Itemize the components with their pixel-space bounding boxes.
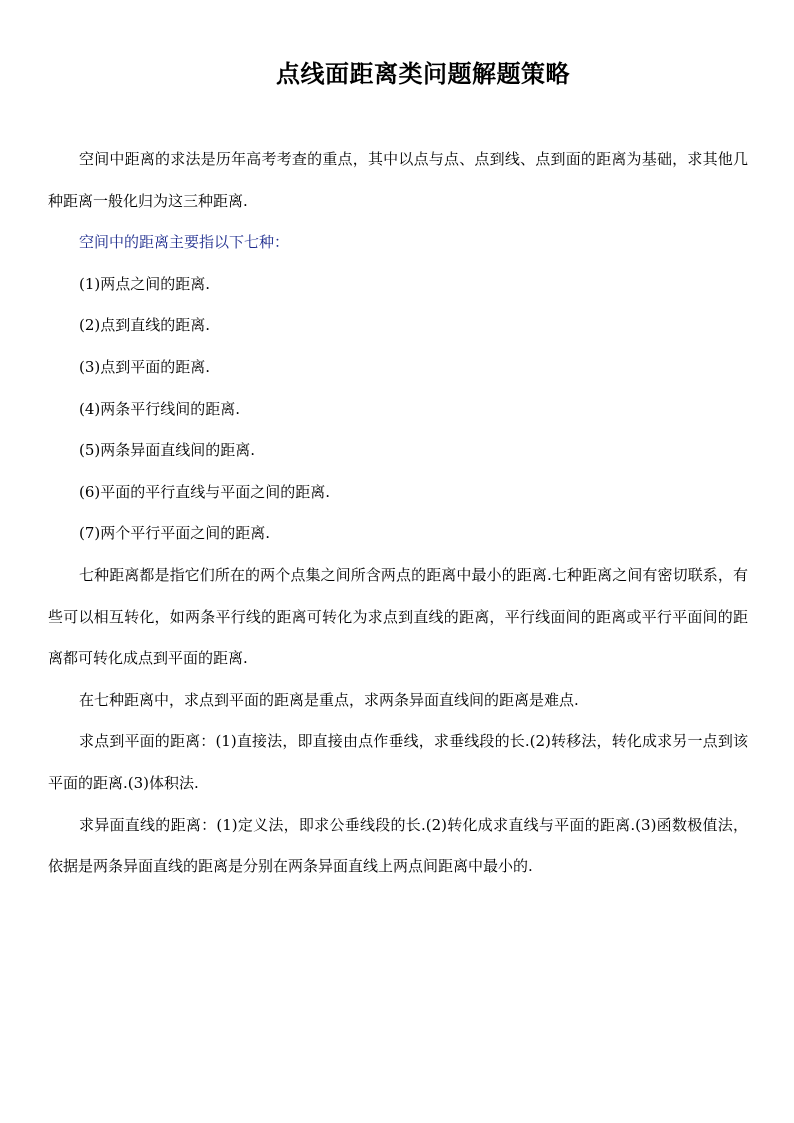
list-item-3: (3)点到平面的距离. (79, 357, 211, 376)
intro-paragraph: 空间中距离的求法是历年高考考查的重点，其中以点与点、点到线、点到面的距离为基础，求其他几种距离一般化归为这三种距离. (48, 150, 748, 210)
relation-paragraph: 七种距离都是指它们所在的两个点集之间所含两点的距离中最小的距离.七种距离之间有密切联系，有些可以相互转化，如两条平行线的距离可转化为求点到直线的距离，平行线面间的距离或平行平面间的距离都可转化成点到平面的距离. (48, 565, 748, 668)
list-heading: 空间中的距离主要指以下七种： (79, 233, 290, 252)
point-plane-paragraph: 求点到平面的距离：(1)直接法，即直接由点作垂线，求垂线段的长.(2)转移法，转化成求另一点到该平面的距离.(3)体积法. (48, 732, 748, 792)
focus-paragraph: 在七种距离中，求点到平面的距离是重点，求两条异面直线间的距离是难点. (79, 690, 579, 709)
skew-lines-paragraph: 求异面直线的距离：(1)定义法，即求公垂线段的长.(2)转化成求直线与平面的距离.(3)函数极值法，依据是两条异面直线的距离是分别在两条异面直线上两点间距离中最小的. (48, 815, 748, 876)
document-body (48, 139, 748, 888)
list-item-2: (2)点到直线的距离. (79, 316, 211, 335)
list-item-4: (4)两条平行线间的距离. (79, 399, 241, 418)
list-item-6: (6)平面的平行直线与平面之间的距离. (79, 482, 331, 501)
list-item-7: (7)两个平行平面之间的距离. (79, 524, 271, 543)
list-item-1: (1)两点之间的距离. (79, 274, 211, 293)
list-item-5: (5)两条异面直线间的距离. (79, 441, 256, 460)
document-title: 点线面距离类问题解题策略 (276, 59, 570, 88)
